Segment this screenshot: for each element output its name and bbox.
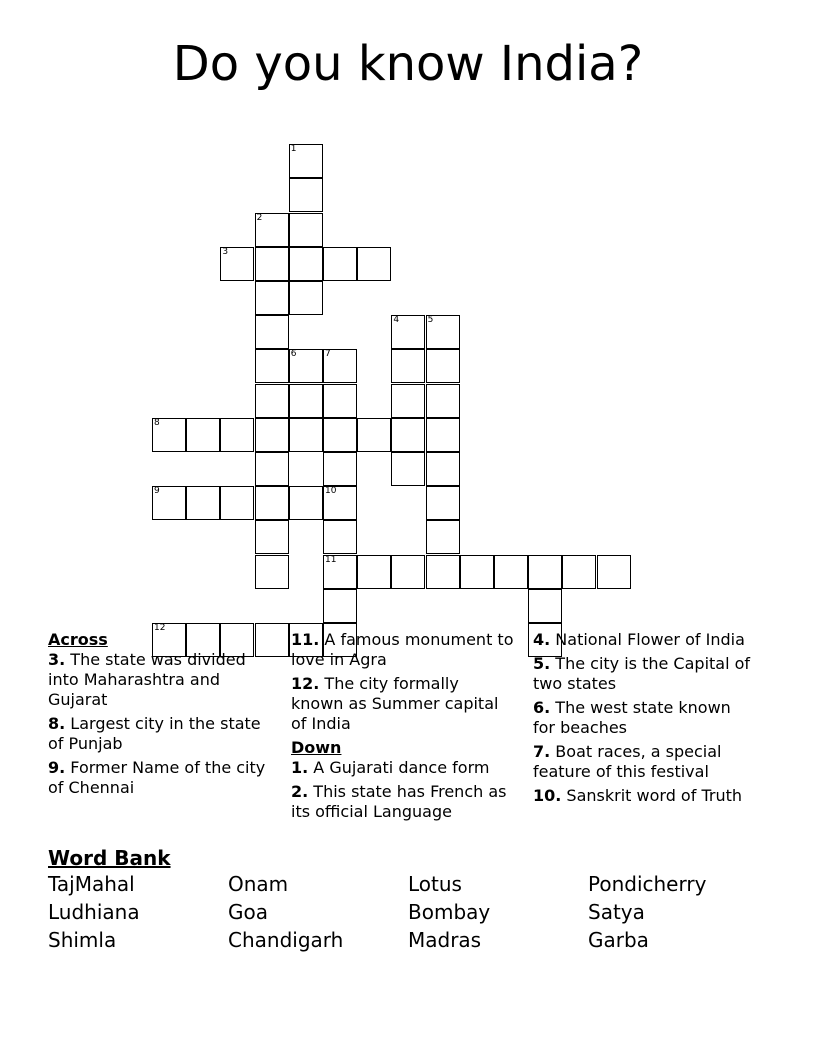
cell-number: 12 <box>154 623 166 633</box>
word-bank-word: Madras <box>408 928 482 952</box>
clue-number: 4. <box>533 630 551 649</box>
crossword-cell[interactable] <box>426 452 460 486</box>
word-bank <box>48 872 768 952</box>
clue-text: National Flower of India <box>550 630 745 649</box>
crossword-cell[interactable] <box>255 452 289 486</box>
cell-number: 3 <box>222 246 229 257</box>
crossword-cell[interactable] <box>289 281 323 315</box>
crossword-cell[interactable] <box>255 384 289 418</box>
clue-text: Boat races, a special feature of this festival <box>533 742 722 781</box>
crossword-cell[interactable] <box>255 247 289 281</box>
crossword-cell[interactable] <box>323 589 357 623</box>
clue-number: 9. <box>48 758 66 777</box>
across-heading: Across <box>48 630 108 649</box>
crossword-cell[interactable] <box>426 349 460 383</box>
cell-number: 9 <box>154 486 160 497</box>
clue-down-6 <box>533 698 753 738</box>
crossword-cell[interactable] <box>152 418 186 452</box>
clue-down-7 <box>533 742 753 782</box>
crossword-cell[interactable] <box>494 555 528 589</box>
cell-number: 8 <box>154 417 160 428</box>
word-bank-word: Chandigarh <box>228 928 344 952</box>
clue-down-4 <box>533 630 753 650</box>
crossword-cell[interactable] <box>391 418 425 452</box>
clue-number: 12. <box>291 674 320 693</box>
crossword-cell[interactable] <box>323 555 357 589</box>
clue-text: Largest city in the state of Punjab <box>48 714 261 753</box>
clue-text: The city is the Capital of two states <box>533 654 751 693</box>
crossword-cell[interactable] <box>289 144 323 178</box>
clue-number: 8. <box>48 714 66 733</box>
clue-text: This state has French as its official Language <box>291 782 507 821</box>
clue-number: 3. <box>48 650 66 669</box>
word-bank-word: TajMahal <box>48 872 135 896</box>
crossword-cell[interactable] <box>289 384 323 418</box>
crossword-cell[interactable] <box>186 486 220 520</box>
cell-number: 10 <box>325 486 337 497</box>
clue-down-5 <box>533 654 753 694</box>
crossword-cell[interactable] <box>152 486 186 520</box>
crossword-cell[interactable] <box>323 418 357 452</box>
crossword-cell[interactable] <box>289 247 323 281</box>
crossword-cell[interactable] <box>528 589 562 623</box>
clue-text: Sanskrit word of Truth <box>561 786 742 805</box>
crossword-cell[interactable] <box>323 384 357 418</box>
crossword-cell[interactable] <box>323 452 357 486</box>
crossword-cell[interactable] <box>357 555 391 589</box>
crossword-cell[interactable] <box>460 555 494 589</box>
clue-down-2 <box>291 782 516 822</box>
word-bank-word: Lotus <box>408 872 462 896</box>
cell-number: 4 <box>393 315 400 326</box>
word-bank-title: Word Bank <box>48 846 171 870</box>
crossword-cell[interactable] <box>255 315 289 349</box>
clue-number: 1. <box>291 758 309 777</box>
crossword-cell[interactable] <box>255 520 289 554</box>
clue-down-1 <box>291 758 516 778</box>
cell-number: 5 <box>427 315 434 326</box>
clue-across-9 <box>48 758 278 798</box>
crossword-cell[interactable] <box>323 486 357 520</box>
crossword-cell[interactable] <box>323 349 357 383</box>
crossword-cell[interactable] <box>357 418 391 452</box>
crossword-cell[interactable] <box>597 555 631 589</box>
crossword-cell[interactable] <box>255 486 289 520</box>
crossword-cell[interactable] <box>323 520 357 554</box>
word-bank-word: Goa <box>228 900 268 924</box>
clue-text: The west state known for beaches <box>533 698 731 737</box>
crossword-cell[interactable] <box>426 384 460 418</box>
crossword-cell[interactable] <box>426 418 460 452</box>
crossword-cell[interactable] <box>391 384 425 418</box>
word-bank-word: Bombay <box>408 900 491 924</box>
clue-text: Former Name of the city of Chennai <box>48 758 266 797</box>
crossword-cell[interactable] <box>255 281 289 315</box>
word-bank-word: Pondicherry <box>588 872 707 896</box>
clue-text: A Gujarati dance form <box>308 758 490 777</box>
crossword-cell[interactable] <box>186 418 220 452</box>
crossword-cell[interactable] <box>323 247 357 281</box>
crossword-cell[interactable] <box>255 349 289 383</box>
clue-across-11 <box>291 630 516 670</box>
cell-number: 6 <box>290 349 297 360</box>
crossword-cell[interactable] <box>255 213 289 247</box>
cell-number: 2 <box>256 212 263 223</box>
crossword-cell[interactable] <box>426 315 460 349</box>
clues-column-2 <box>291 630 516 826</box>
word-bank-word: Onam <box>228 872 289 896</box>
crossword-cell[interactable] <box>255 555 289 589</box>
clue-number: 10. <box>533 786 562 805</box>
clue-down-10 <box>533 786 753 806</box>
clue-number: 2. <box>291 782 309 801</box>
crossword-cell[interactable] <box>426 520 460 554</box>
page-title: Do you know India? <box>172 36 644 92</box>
crossword-cell[interactable] <box>426 486 460 520</box>
crossword-cell[interactable] <box>289 178 323 212</box>
crossword-cell[interactable] <box>289 349 323 383</box>
crossword-cell[interactable] <box>289 486 323 520</box>
cell-number: 7 <box>325 349 331 360</box>
crossword-cell[interactable] <box>220 247 254 281</box>
crossword-cell[interactable] <box>391 315 425 349</box>
word-bank-word: Shimla <box>48 928 117 952</box>
word-bank-word: Ludhiana <box>48 900 140 924</box>
clue-across-3 <box>48 650 278 710</box>
clue-text: A famous monument to love in Agra <box>291 630 514 669</box>
clues-column-1 <box>48 630 278 802</box>
cell-number: 1 <box>290 144 297 155</box>
clue-across-8 <box>48 714 278 754</box>
crossword-cell[interactable] <box>357 247 391 281</box>
clues-column-3 <box>533 630 753 810</box>
word-bank-word: Garba <box>588 928 649 952</box>
crossword-cell[interactable] <box>220 418 254 452</box>
clue-number: 6. <box>533 698 551 717</box>
clue-text: The state was divided into Maharashtra and Gujarat <box>48 650 246 709</box>
crossword-cell[interactable] <box>391 452 425 486</box>
clue-number: 5. <box>533 654 551 673</box>
cell-number: 11 <box>325 554 337 565</box>
crossword-cell[interactable] <box>220 486 254 520</box>
word-bank-word: Satya <box>588 900 645 924</box>
clue-across-12 <box>291 674 516 734</box>
crossword-cell[interactable] <box>528 555 562 589</box>
crossword-cell[interactable] <box>391 555 425 589</box>
crossword-cell[interactable] <box>289 418 323 452</box>
crossword-cell[interactable] <box>426 555 460 589</box>
crossword-cell[interactable] <box>255 418 289 452</box>
down-heading: Down <box>291 738 342 757</box>
crossword-cell[interactable] <box>562 555 596 589</box>
clue-number: 7. <box>533 742 551 761</box>
crossword-cell[interactable] <box>289 213 323 247</box>
crossword-cell[interactable] <box>391 349 425 383</box>
clue-number: 11. <box>291 630 320 649</box>
clue-text: The city formally known as Summer capital of India <box>291 674 499 733</box>
